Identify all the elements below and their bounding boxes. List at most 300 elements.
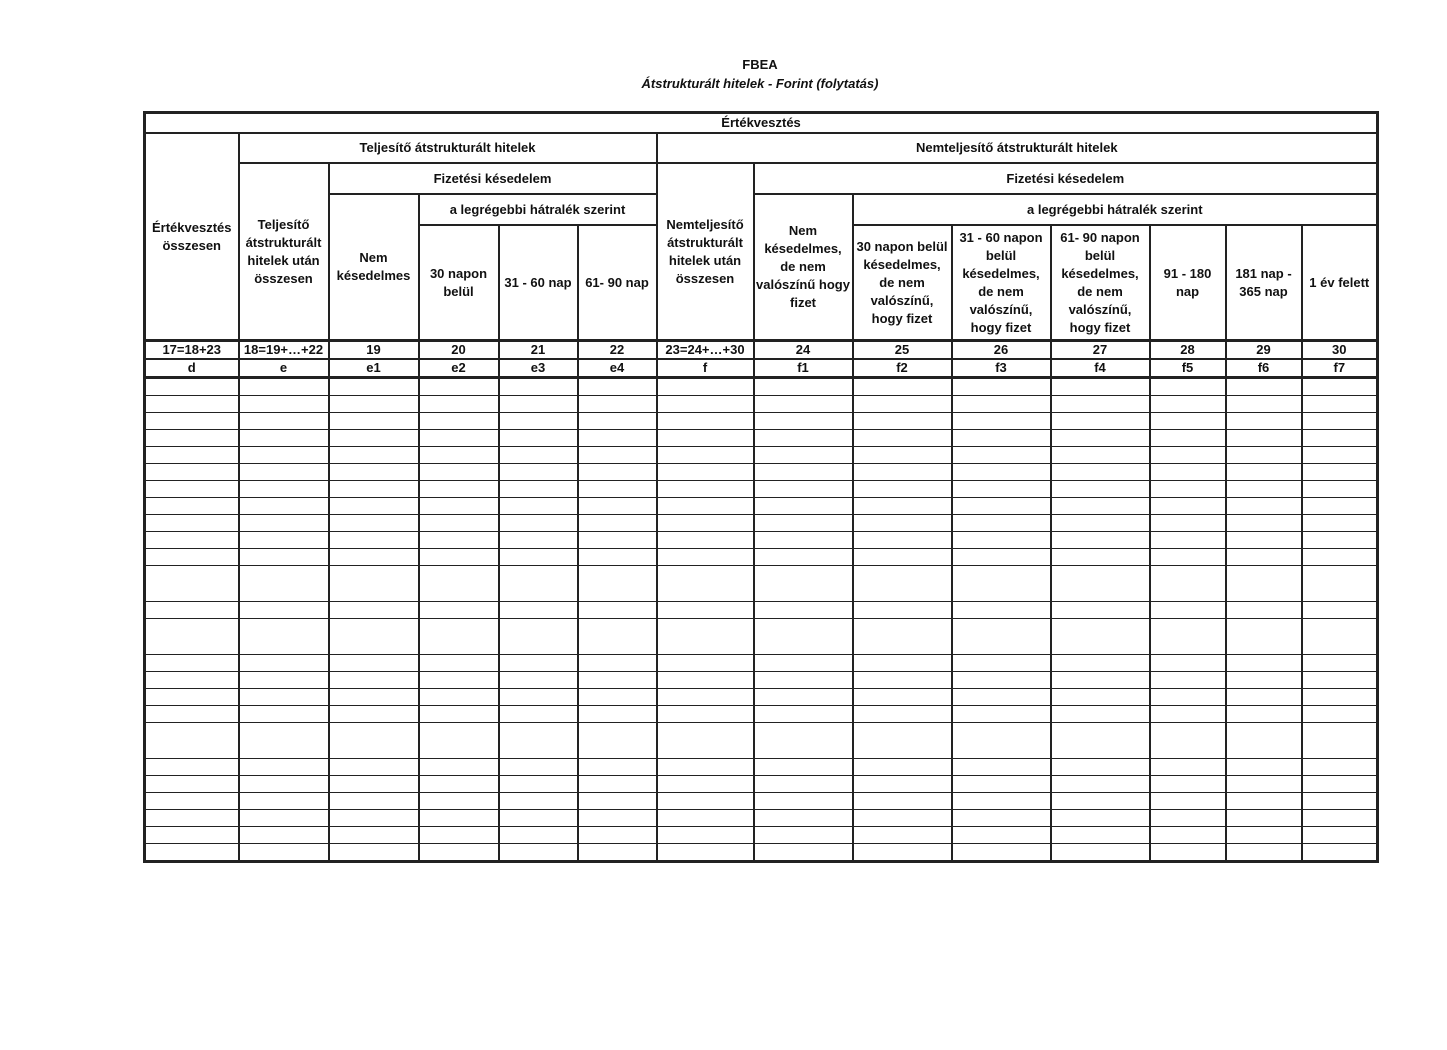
table-cell[interactable] [499,672,578,689]
table-cell[interactable] [499,810,578,827]
table-cell[interactable] [754,619,853,655]
table-cell[interactable] [329,532,419,549]
table-cell[interactable] [1302,549,1378,566]
table-cell[interactable] [1051,655,1150,672]
table-cell[interactable] [853,759,952,776]
table-cell[interactable] [1150,793,1226,810]
table-cell[interactable] [1051,413,1150,430]
table-cell[interactable] [1226,498,1302,515]
table-cell[interactable] [239,430,329,447]
table-cell[interactable] [1302,498,1378,515]
table-cell[interactable] [754,655,853,672]
table-cell[interactable] [754,689,853,706]
table-cell[interactable] [1051,619,1150,655]
table-cell[interactable] [952,793,1051,810]
table-cell[interactable] [1226,413,1302,430]
table-cell[interactable] [657,844,754,862]
table-cell[interactable] [578,413,657,430]
table-cell[interactable] [1226,430,1302,447]
table-cell[interactable] [419,776,499,793]
table-cell[interactable] [499,396,578,413]
table-cell[interactable] [1150,430,1226,447]
table-cell[interactable] [657,532,754,549]
table-cell[interactable] [499,689,578,706]
table-cell[interactable] [952,378,1051,396]
table-cell[interactable] [1302,844,1378,862]
table-cell[interactable] [952,498,1051,515]
table-cell[interactable] [329,396,419,413]
table-cell[interactable] [1302,723,1378,759]
table-cell[interactable] [419,464,499,481]
table-cell[interactable] [853,655,952,672]
table-cell[interactable] [145,759,239,776]
table-cell[interactable] [145,602,239,619]
table-cell[interactable] [1051,532,1150,549]
table-cell[interactable] [1051,672,1150,689]
table-cell[interactable] [853,515,952,532]
table-cell[interactable] [1051,464,1150,481]
table-cell[interactable] [145,793,239,810]
table-cell[interactable] [1150,378,1226,396]
table-cell[interactable] [499,430,578,447]
table-cell[interactable] [419,844,499,862]
table-cell[interactable] [239,378,329,396]
table-cell[interactable] [1226,759,1302,776]
table-cell[interactable] [657,464,754,481]
table-cell[interactable] [754,515,853,532]
table-cell[interactable] [329,515,419,532]
table-cell[interactable] [657,447,754,464]
table-cell[interactable] [239,706,329,723]
table-cell[interactable] [145,655,239,672]
table-cell[interactable] [239,481,329,498]
table-cell[interactable] [578,810,657,827]
table-cell[interactable] [1150,827,1226,844]
table-cell[interactable] [329,759,419,776]
table-cell[interactable] [499,723,578,759]
table-cell[interactable] [1051,430,1150,447]
table-cell[interactable] [239,447,329,464]
table-cell[interactable] [952,413,1051,430]
table-cell[interactable] [1302,655,1378,672]
table-cell[interactable] [1302,430,1378,447]
table-cell[interactable] [239,566,329,602]
table-cell[interactable] [1150,447,1226,464]
table-cell[interactable] [1150,532,1226,549]
table-cell[interactable] [1150,481,1226,498]
table-cell[interactable] [499,566,578,602]
table-cell[interactable] [754,776,853,793]
table-cell[interactable] [952,430,1051,447]
table-cell[interactable] [1302,793,1378,810]
table-cell[interactable] [419,672,499,689]
table-cell[interactable] [145,549,239,566]
table-cell[interactable] [952,655,1051,672]
table-cell[interactable] [1226,515,1302,532]
table-cell[interactable] [657,793,754,810]
table-cell[interactable] [145,413,239,430]
table-cell[interactable] [657,413,754,430]
table-cell[interactable] [1150,566,1226,602]
table-cell[interactable] [1150,689,1226,706]
table-cell[interactable] [578,723,657,759]
table-cell[interactable] [578,430,657,447]
table-cell[interactable] [578,549,657,566]
table-cell[interactable] [1150,515,1226,532]
table-cell[interactable] [1051,602,1150,619]
table-cell[interactable] [419,827,499,844]
table-cell[interactable] [1051,759,1150,776]
table-cell[interactable] [952,689,1051,706]
table-cell[interactable] [419,759,499,776]
table-cell[interactable] [419,706,499,723]
table-cell[interactable] [578,619,657,655]
table-cell[interactable] [952,549,1051,566]
table-cell[interactable] [578,464,657,481]
table-cell[interactable] [239,396,329,413]
table-cell[interactable] [754,532,853,549]
table-cell[interactable] [239,655,329,672]
table-cell[interactable] [578,566,657,602]
table-cell[interactable] [657,655,754,672]
table-cell[interactable] [853,689,952,706]
table-cell[interactable] [1226,532,1302,549]
table-cell[interactable] [499,413,578,430]
table-cell[interactable] [419,655,499,672]
table-cell[interactable] [754,498,853,515]
table-cell[interactable] [1051,810,1150,827]
table-cell[interactable] [419,430,499,447]
table-cell[interactable] [754,706,853,723]
table-cell[interactable] [1051,378,1150,396]
table-cell[interactable] [657,759,754,776]
table-cell[interactable] [1302,759,1378,776]
table-cell[interactable] [239,776,329,793]
table-cell[interactable] [952,776,1051,793]
table-cell[interactable] [329,827,419,844]
table-cell[interactable] [1150,655,1226,672]
table-cell[interactable] [657,566,754,602]
table-cell[interactable] [1051,447,1150,464]
table-cell[interactable] [145,532,239,549]
table-cell[interactable] [1226,723,1302,759]
table-cell[interactable] [1226,447,1302,464]
table-cell[interactable] [1150,810,1226,827]
table-cell[interactable] [1150,706,1226,723]
table-cell[interactable] [239,498,329,515]
table-cell[interactable] [578,689,657,706]
table-cell[interactable] [419,515,499,532]
table-cell[interactable] [657,378,754,396]
table-cell[interactable] [499,464,578,481]
table-cell[interactable] [145,844,239,862]
table-cell[interactable] [1226,827,1302,844]
table-cell[interactable] [1302,378,1378,396]
table-cell[interactable] [754,430,853,447]
table-cell[interactable] [952,447,1051,464]
table-cell[interactable] [578,793,657,810]
table-cell[interactable] [1302,447,1378,464]
table-cell[interactable] [952,515,1051,532]
table-cell[interactable] [145,689,239,706]
table-cell[interactable] [239,689,329,706]
table-cell[interactable] [657,723,754,759]
table-cell[interactable] [853,776,952,793]
table-cell[interactable] [1302,566,1378,602]
table-cell[interactable] [754,549,853,566]
table-cell[interactable] [578,532,657,549]
table-cell[interactable] [329,566,419,602]
table-cell[interactable] [329,723,419,759]
table-cell[interactable] [853,481,952,498]
table-cell[interactable] [1051,566,1150,602]
table-cell[interactable] [1302,706,1378,723]
table-cell[interactable] [1226,549,1302,566]
table-cell[interactable] [578,706,657,723]
table-cell[interactable] [329,498,419,515]
table-cell[interactable] [499,844,578,862]
table-cell[interactable] [853,464,952,481]
table-cell[interactable] [952,827,1051,844]
table-cell[interactable] [853,549,952,566]
table-cell[interactable] [1302,532,1378,549]
table-cell[interactable] [419,810,499,827]
table-cell[interactable] [1226,464,1302,481]
table-cell[interactable] [952,481,1051,498]
table-cell[interactable] [145,619,239,655]
table-cell[interactable] [1302,827,1378,844]
table-cell[interactable] [145,672,239,689]
table-cell[interactable] [1150,498,1226,515]
table-cell[interactable] [657,602,754,619]
table-cell[interactable] [145,515,239,532]
table-cell[interactable] [853,602,952,619]
table-cell[interactable] [853,532,952,549]
table-cell[interactable] [329,481,419,498]
table-cell[interactable] [239,619,329,655]
table-cell[interactable] [952,844,1051,862]
table-cell[interactable] [239,532,329,549]
table-cell[interactable] [754,413,853,430]
table-cell[interactable] [239,413,329,430]
table-cell[interactable] [853,723,952,759]
table-cell[interactable] [1150,396,1226,413]
table-cell[interactable] [754,844,853,862]
table-cell[interactable] [239,723,329,759]
table-cell[interactable] [1302,481,1378,498]
table-cell[interactable] [419,532,499,549]
table-cell[interactable] [578,759,657,776]
table-cell[interactable] [853,844,952,862]
table-cell[interactable] [657,498,754,515]
table-cell[interactable] [1302,672,1378,689]
table-cell[interactable] [419,619,499,655]
table-cell[interactable] [329,430,419,447]
table-cell[interactable] [1150,672,1226,689]
table-cell[interactable] [952,396,1051,413]
table-cell[interactable] [329,378,419,396]
table-cell[interactable] [499,759,578,776]
table-cell[interactable] [1051,706,1150,723]
table-cell[interactable] [239,827,329,844]
table-cell[interactable] [145,566,239,602]
table-cell[interactable] [1226,776,1302,793]
table-cell[interactable] [499,515,578,532]
table-cell[interactable] [578,378,657,396]
table-cell[interactable] [578,776,657,793]
table-cell[interactable] [853,672,952,689]
table-cell[interactable] [853,498,952,515]
table-cell[interactable] [853,566,952,602]
table-cell[interactable] [754,793,853,810]
table-cell[interactable] [754,723,853,759]
table-cell[interactable] [1150,723,1226,759]
table-cell[interactable] [952,602,1051,619]
table-cell[interactable] [419,498,499,515]
table-cell[interactable] [145,430,239,447]
table-cell[interactable] [657,481,754,498]
table-cell[interactable] [754,602,853,619]
table-cell[interactable] [1051,549,1150,566]
table-cell[interactable] [853,810,952,827]
table-cell[interactable] [1226,602,1302,619]
table-cell[interactable] [1051,481,1150,498]
table-cell[interactable] [853,378,952,396]
table-cell[interactable] [952,566,1051,602]
table-cell[interactable] [1226,396,1302,413]
table-cell[interactable] [419,723,499,759]
table-cell[interactable] [578,602,657,619]
table-cell[interactable] [657,689,754,706]
table-cell[interactable] [657,810,754,827]
table-cell[interactable] [419,396,499,413]
table-cell[interactable] [239,759,329,776]
table-cell[interactable] [952,810,1051,827]
table-cell[interactable] [952,672,1051,689]
table-cell[interactable] [145,481,239,498]
table-cell[interactable] [657,430,754,447]
table-cell[interactable] [578,672,657,689]
table-cell[interactable] [952,532,1051,549]
table-cell[interactable] [754,759,853,776]
table-cell[interactable] [499,481,578,498]
table-cell[interactable] [1226,672,1302,689]
table-cell[interactable] [239,810,329,827]
table-cell[interactable] [239,515,329,532]
table-cell[interactable] [754,810,853,827]
table-cell[interactable] [1226,619,1302,655]
table-cell[interactable] [853,619,952,655]
table-cell[interactable] [499,706,578,723]
table-cell[interactable] [578,396,657,413]
table-cell[interactable] [145,396,239,413]
table-cell[interactable] [1150,549,1226,566]
table-cell[interactable] [1302,413,1378,430]
table-cell[interactable] [239,602,329,619]
table-cell[interactable] [145,706,239,723]
table-cell[interactable] [952,619,1051,655]
table-cell[interactable] [499,655,578,672]
table-cell[interactable] [952,723,1051,759]
table-cell[interactable] [329,464,419,481]
table-cell[interactable] [499,447,578,464]
table-cell[interactable] [329,793,419,810]
table-cell[interactable] [329,844,419,862]
table-cell[interactable] [499,378,578,396]
table-cell[interactable] [419,793,499,810]
table-cell[interactable] [578,655,657,672]
table-cell[interactable] [1051,776,1150,793]
table-cell[interactable] [239,793,329,810]
table-cell[interactable] [1226,810,1302,827]
table-cell[interactable] [499,619,578,655]
table-cell[interactable] [1150,413,1226,430]
table-cell[interactable] [419,549,499,566]
table-cell[interactable] [419,447,499,464]
table-cell[interactable] [952,759,1051,776]
table-cell[interactable] [239,549,329,566]
table-cell[interactable] [578,447,657,464]
table-cell[interactable] [1150,759,1226,776]
table-cell[interactable] [145,776,239,793]
table-cell[interactable] [578,827,657,844]
table-cell[interactable] [657,776,754,793]
table-cell[interactable] [1226,793,1302,810]
table-cell[interactable] [754,481,853,498]
table-cell[interactable] [578,515,657,532]
table-cell[interactable] [499,549,578,566]
table-cell[interactable] [145,827,239,844]
table-cell[interactable] [419,481,499,498]
table-cell[interactable] [1051,793,1150,810]
table-cell[interactable] [239,464,329,481]
table-cell[interactable] [1051,396,1150,413]
table-cell[interactable] [1302,602,1378,619]
table-cell[interactable] [145,447,239,464]
table-cell[interactable] [499,827,578,844]
table-cell[interactable] [657,827,754,844]
table-cell[interactable] [329,776,419,793]
table-cell[interactable] [1302,619,1378,655]
table-cell[interactable] [853,413,952,430]
table-cell[interactable] [1302,689,1378,706]
table-cell[interactable] [1302,776,1378,793]
table-cell[interactable] [853,447,952,464]
table-cell[interactable] [329,549,419,566]
table-cell[interactable] [1051,515,1150,532]
table-cell[interactable] [1226,844,1302,862]
table-cell[interactable] [657,619,754,655]
table-cell[interactable] [499,602,578,619]
table-cell[interactable] [419,566,499,602]
table-cell[interactable] [657,515,754,532]
table-cell[interactable] [239,672,329,689]
table-cell[interactable] [419,378,499,396]
table-cell[interactable] [329,655,419,672]
table-cell[interactable] [329,447,419,464]
table-cell[interactable] [499,793,578,810]
table-cell[interactable] [1051,827,1150,844]
table-cell[interactable] [329,706,419,723]
table-cell[interactable] [1150,844,1226,862]
table-cell[interactable] [1226,689,1302,706]
table-cell[interactable] [1150,619,1226,655]
table-cell[interactable] [499,498,578,515]
table-cell[interactable] [1302,396,1378,413]
table-cell[interactable] [1226,655,1302,672]
table-cell[interactable] [419,413,499,430]
table-cell[interactable] [754,396,853,413]
